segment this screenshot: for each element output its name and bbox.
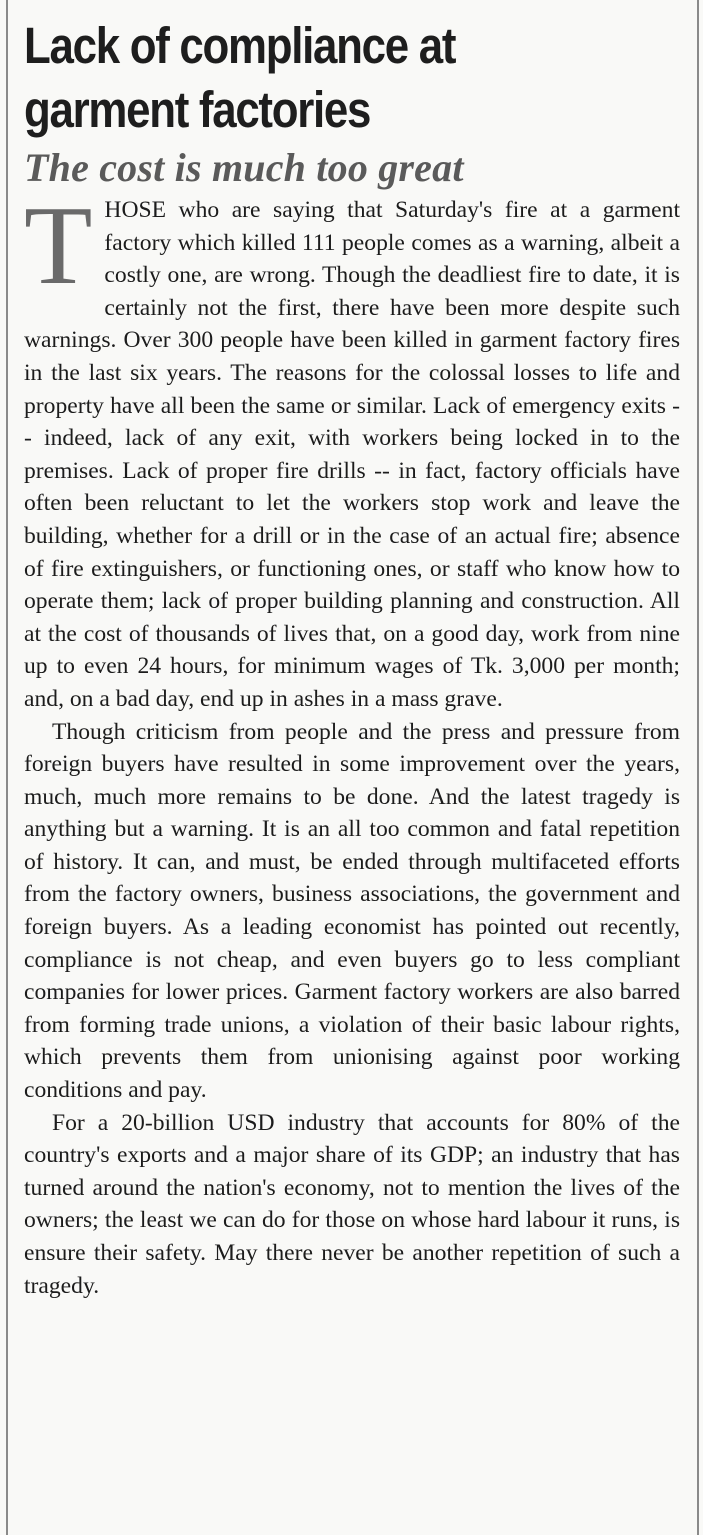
right-column-rule xyxy=(697,0,699,1535)
paragraph-2: Though criticism from people and the press and pressure from foreign buyers have resulted in some improvement over the years, much, much more remains to be done. And the latest tragedy is anything but a warning. It is an all too common and fatal repetition of history. It can, and must, be ended through multifaceted efforts from the factory owners, business associations, the government and foreign buyers. As a leading economist has pointed out recently, compliance is not cheap, and even buyers go to less compliant companies for lower prices. Garment factory workers are also barred from forming trade unions, a violation of their basic labour rights, which prevents them from unionising against poor working conditions and pay. xyxy=(24,718,680,1104)
paragraph-3: For a 20-billion USD industry that accounts for 80% of the country's exports and a major share of its GDP; an industry that has turned around the nation's economy, not to mention the lives of the owners; the least we can do for those on whose hard labour it runs, is ensure their safety. May there never be another repetition of such a tragedy. xyxy=(24,1109,680,1299)
editorial-article xyxy=(24,0,680,1302)
subheadline: The cost is much too great xyxy=(24,145,464,190)
paragraph-1 xyxy=(24,184,680,716)
article-body xyxy=(24,184,680,1302)
headline: Lack of compliance at garment factories xyxy=(24,17,456,138)
drop-cap: T xyxy=(24,184,93,308)
left-column-rule xyxy=(6,0,8,1535)
paragraph-1-text: HOSE who are saying that Saturday's fire at a garment factory which killed 111 people comes as a warning, albeit a costly one, are wrong. Though the deadliest fire to date, it is certainly not the first, there have been more despite such warnings. Over 300 people have been killed in garment factory fires in the last six years. The reasons for the colossal losses to life and property have all been the same or similar. Lack of emergency exits -- indeed, lack of any exit, with workers being locked in to the premises. Lack of proper fire drills -- in fact, factory officials have often been reluctant to let the workers stop work and leave the building, whether for a drill or in the case of an actual fire; absence of fire extinguishers, or functioning ones, or staff who know how to operate them; lack of proper building planning and construction. All at the cost of thousands of lives that, on a good day, work from nine up to even 24 hours, for minimum wages of Tk. 3,000 per month; and, on a bad day, end up in ashes in a mass grave. xyxy=(24,197,680,712)
